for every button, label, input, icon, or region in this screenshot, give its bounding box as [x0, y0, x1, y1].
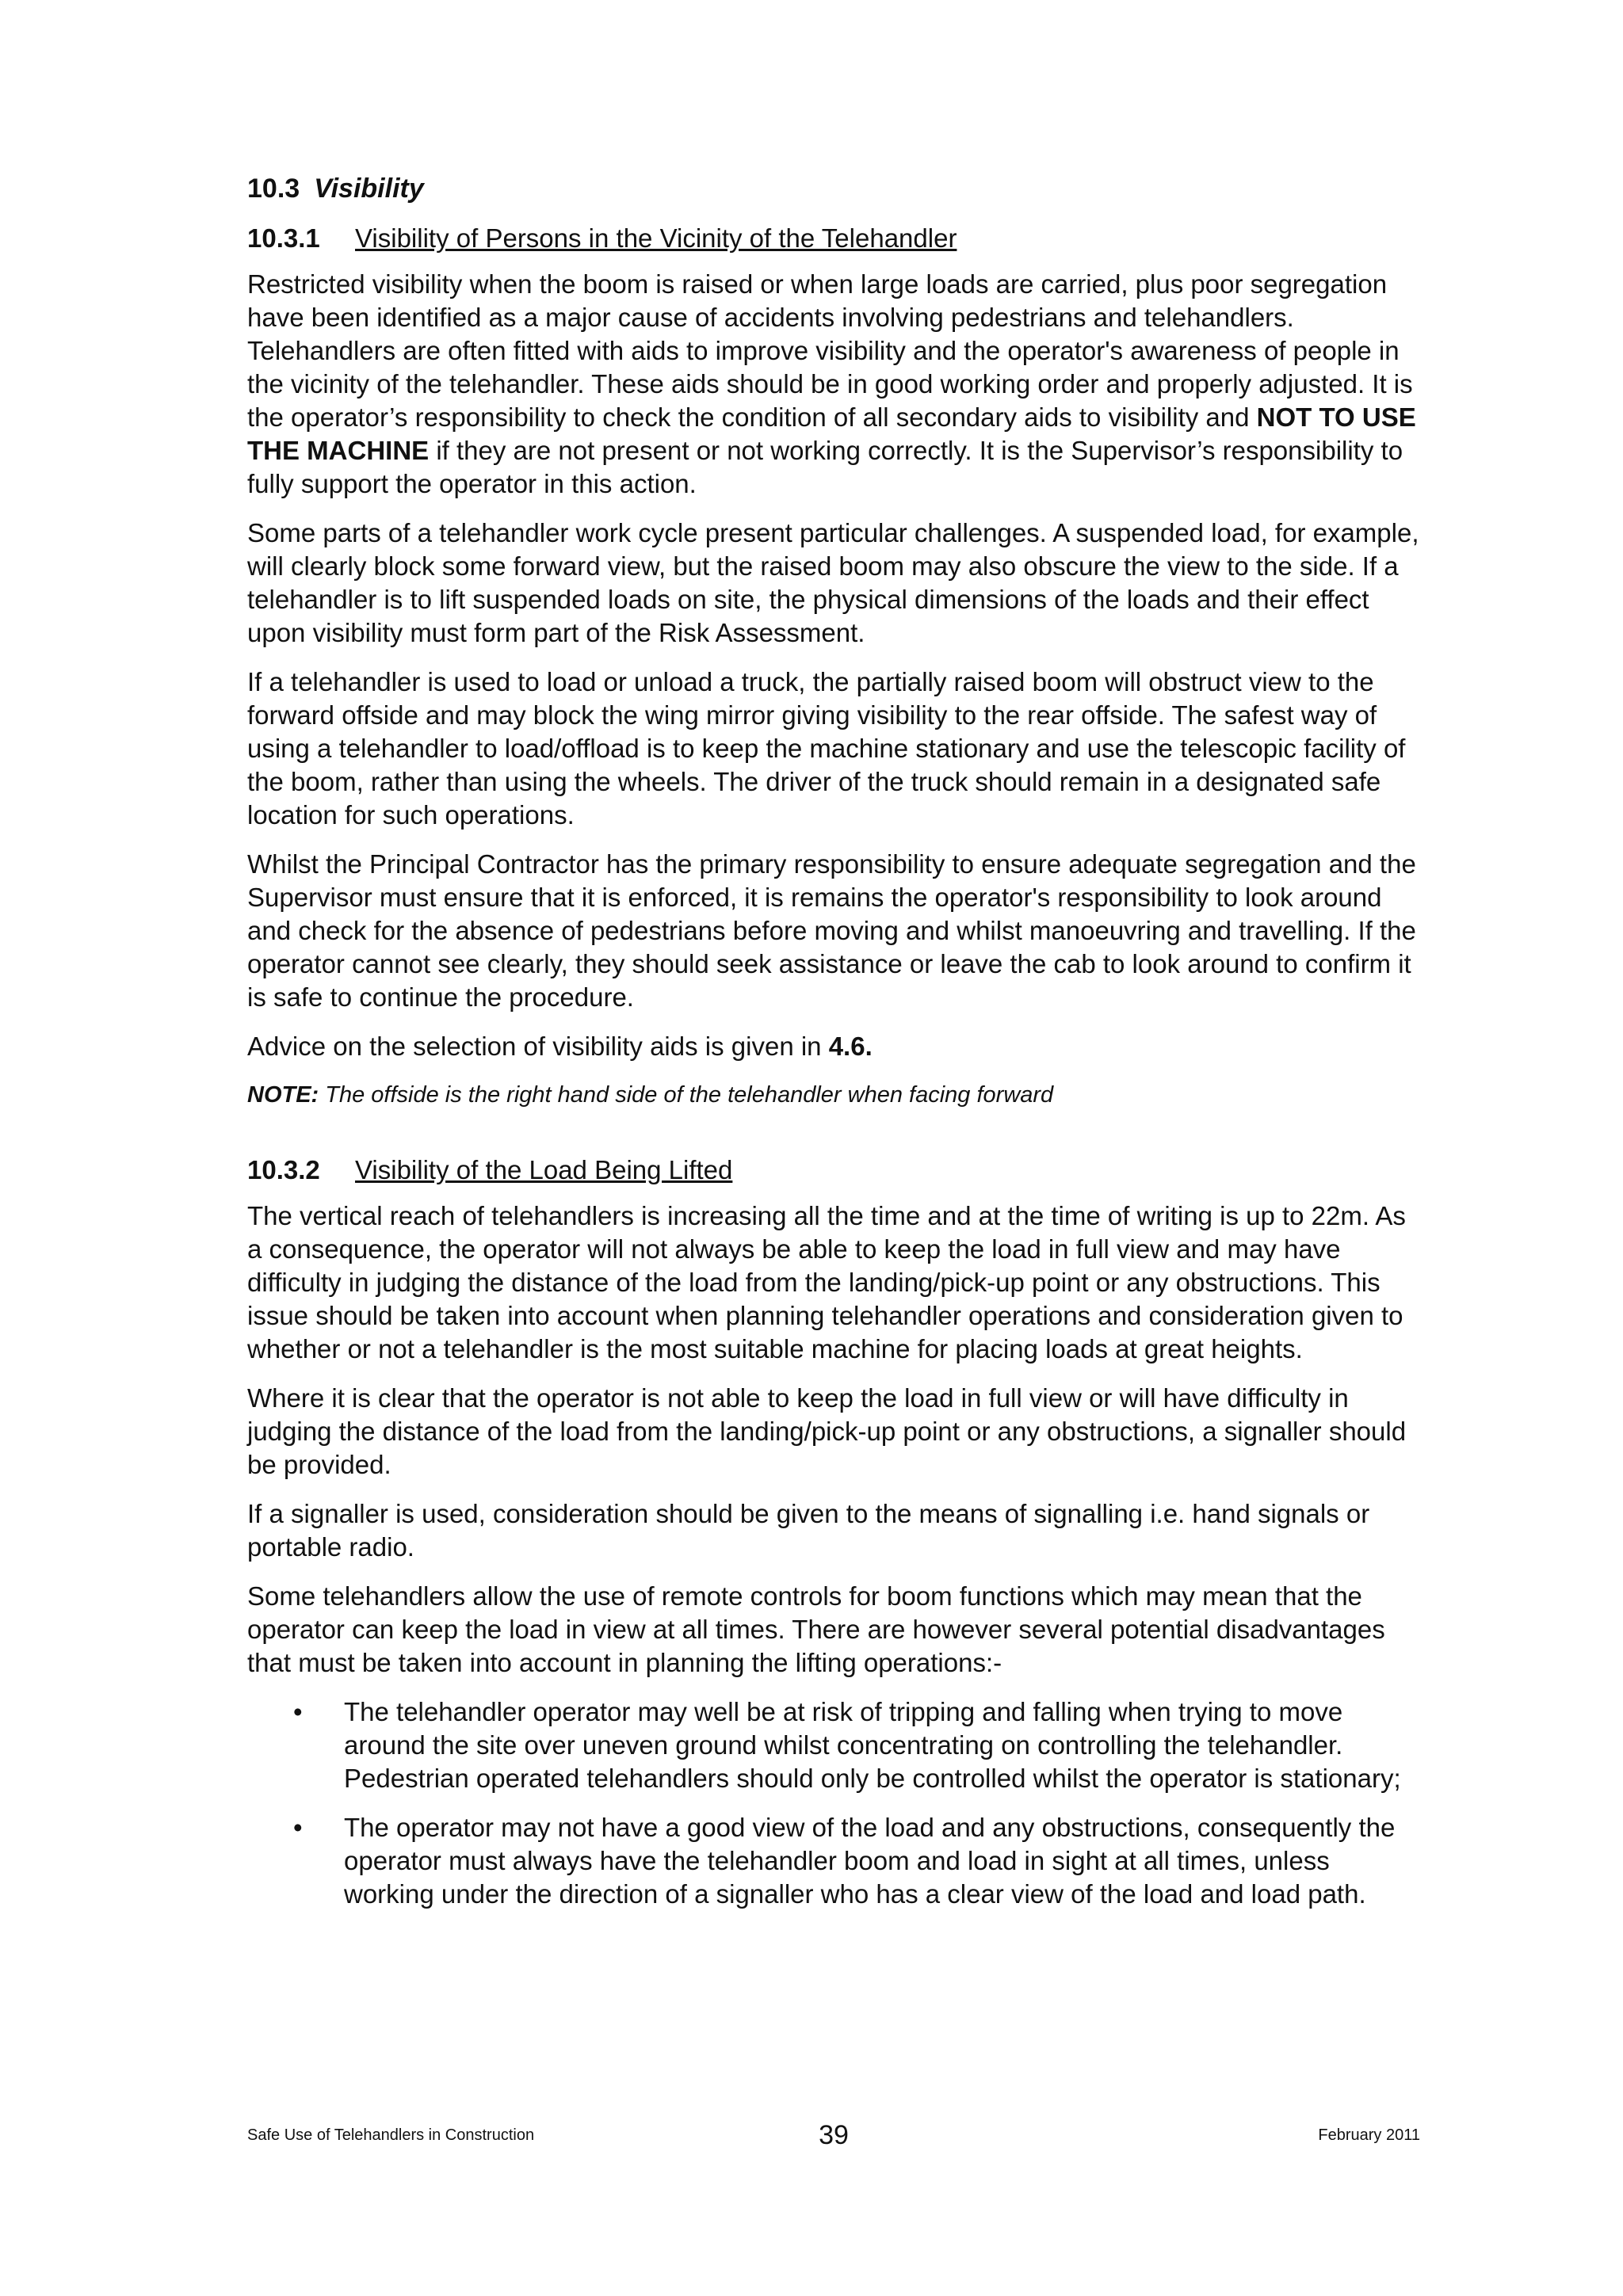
paragraph-text: if they are not present or not working correctly. It is the Supervisor’s responsibility to fully support the operator in this action. — [247, 436, 1403, 498]
section-title: Visibility — [314, 174, 424, 204]
note — [247, 1079, 1420, 1111]
paragraph-text: Advice on the selection of visibility aids is given in — [247, 1032, 829, 1061]
page-number: 39 — [819, 2120, 849, 2150]
bullet-icon: • — [293, 1697, 303, 1726]
bullet-icon: • — [293, 1813, 303, 1842]
footer-document-title: Safe Use of Telehandlers in Construction — [247, 2126, 535, 2144]
list-item-text: The operator may not have a good view of the load and any obstructions, consequently the operator must always have the telehandler boom and load in sight at all times, unless working under the direction of a signaller who has a clear view of the load and load path. — [344, 1813, 1396, 1909]
document-page — [247, 171, 1420, 1927]
subsection-heading-1 — [247, 222, 1420, 255]
list-item — [247, 1695, 1420, 1795]
section-heading — [247, 171, 1420, 206]
footer-date: February 2011 — [1318, 2126, 1420, 2144]
section-number: 10.3 — [247, 174, 300, 204]
paragraph: The vertical reach of telehandlers is increasing all the time and at the time of writing is up to 22m. As a consequence, the operator will not always be able to keep the load in full view and may have difficulty in judging the distance of the load from the landing/pick-up point or any obstructions. This issue should be taken into account when planning telehandler operations and consideration given to whether or not a telehandler is the most suitable machine for placing loads at great heights. — [247, 1201, 1406, 1363]
subsection-heading-2 — [247, 1154, 1420, 1187]
list-item — [247, 1811, 1420, 1911]
note-text: The offside is the right hand side of the telehandler when facing forward — [319, 1082, 1054, 1108]
subsection-number: 10.3.1 — [247, 223, 320, 253]
paragraph: Some telehandlers allow the use of remote controls for boom functions which may mean that the operator can keep the load in view at all times. There are however several potential disadvantages that must be taken into account in planning the lifting operations:- — [247, 1581, 1385, 1677]
paragraph — [247, 1030, 1420, 1063]
paragraph: Where it is clear that the operator is not able to keep the load in full view or will have difficulty in judging the distance of the load from the landing/pick-up point or any obstructions, a signaller should be provided. — [247, 1383, 1407, 1479]
subsection-number: 10.3.2 — [247, 1155, 320, 1184]
list-item-text: The telehandler operator may well be at risk of tripping and falling when trying to move around the site over uneven ground whilst concentrating on controlling the telehandler. Pedestrian operated telehandlers should only be controlled whilst the operator is stationary; — [344, 1697, 1401, 1793]
paragraph: Whilst the Principal Contractor has the primary responsibility to ensure adequate segregation and the Supervisor must ensure that it is enforced, it is remains the operator's responsibility to look around and check for the absence of pedestrians before moving and whilst manoeuvring and travelling. If the operator cannot see clearly, they should seek assistance or leave the cab to look around to confirm it is safe to continue the procedure. — [247, 849, 1416, 1012]
note-label: NOTE: — [247, 1082, 319, 1108]
paragraph: If a telehandler is used to load or unload a truck, the partially raised boom will obstruct view to the forward offside and may block the wing mirror giving visibility to the rear offside. The safest way of using a telehandler to load/offload is to keep the machine stationary and use the telescopic facility of the boom, rather than using the wheels. The driver of the truck should remain in a designated safe location for such operations. — [247, 667, 1406, 830]
subsection-title: Visibility of Persons in the Vicinity of the Telehandler — [355, 223, 957, 253]
bullet-list — [247, 1695, 1420, 1911]
paragraph — [247, 268, 1420, 501]
paragraph: If a signaller is used, consideration should be given to the means of signalling i.e. hand signals or portable radio. — [247, 1499, 1370, 1562]
page-footer — [247, 2120, 1420, 2152]
emphasis-text: NOT TO USE THE MACHINE — [247, 402, 1416, 465]
paragraph-text: Restricted visibility when the boom is raised or when large loads are carried, plus poor segregation have been identified as a major cause of accidents involving pedestrians and telehandlers. Telehandlers are often fitted with aids to improve visibility and the operator's awareness of people in the vicinity of the telehandler. These aids should be in good working order and properly adjusted. It is the operator’s responsibility to check the condition of all secondary aids to visibility and — [247, 269, 1413, 432]
subsection-title: Visibility of the Load Being Lifted — [355, 1155, 733, 1184]
cross-reference: 4.6. — [828, 1032, 873, 1061]
paragraph: Some parts of a telehandler work cycle present particular challenges. A suspended load, for example, will clearly block some forward view, but the raised boom may also obscure the view to the side. If a telehandler is to lift suspended loads on site, the physical dimensions of the loads and their effect upon visibility must form part of the Risk Assessment. — [247, 518, 1419, 647]
